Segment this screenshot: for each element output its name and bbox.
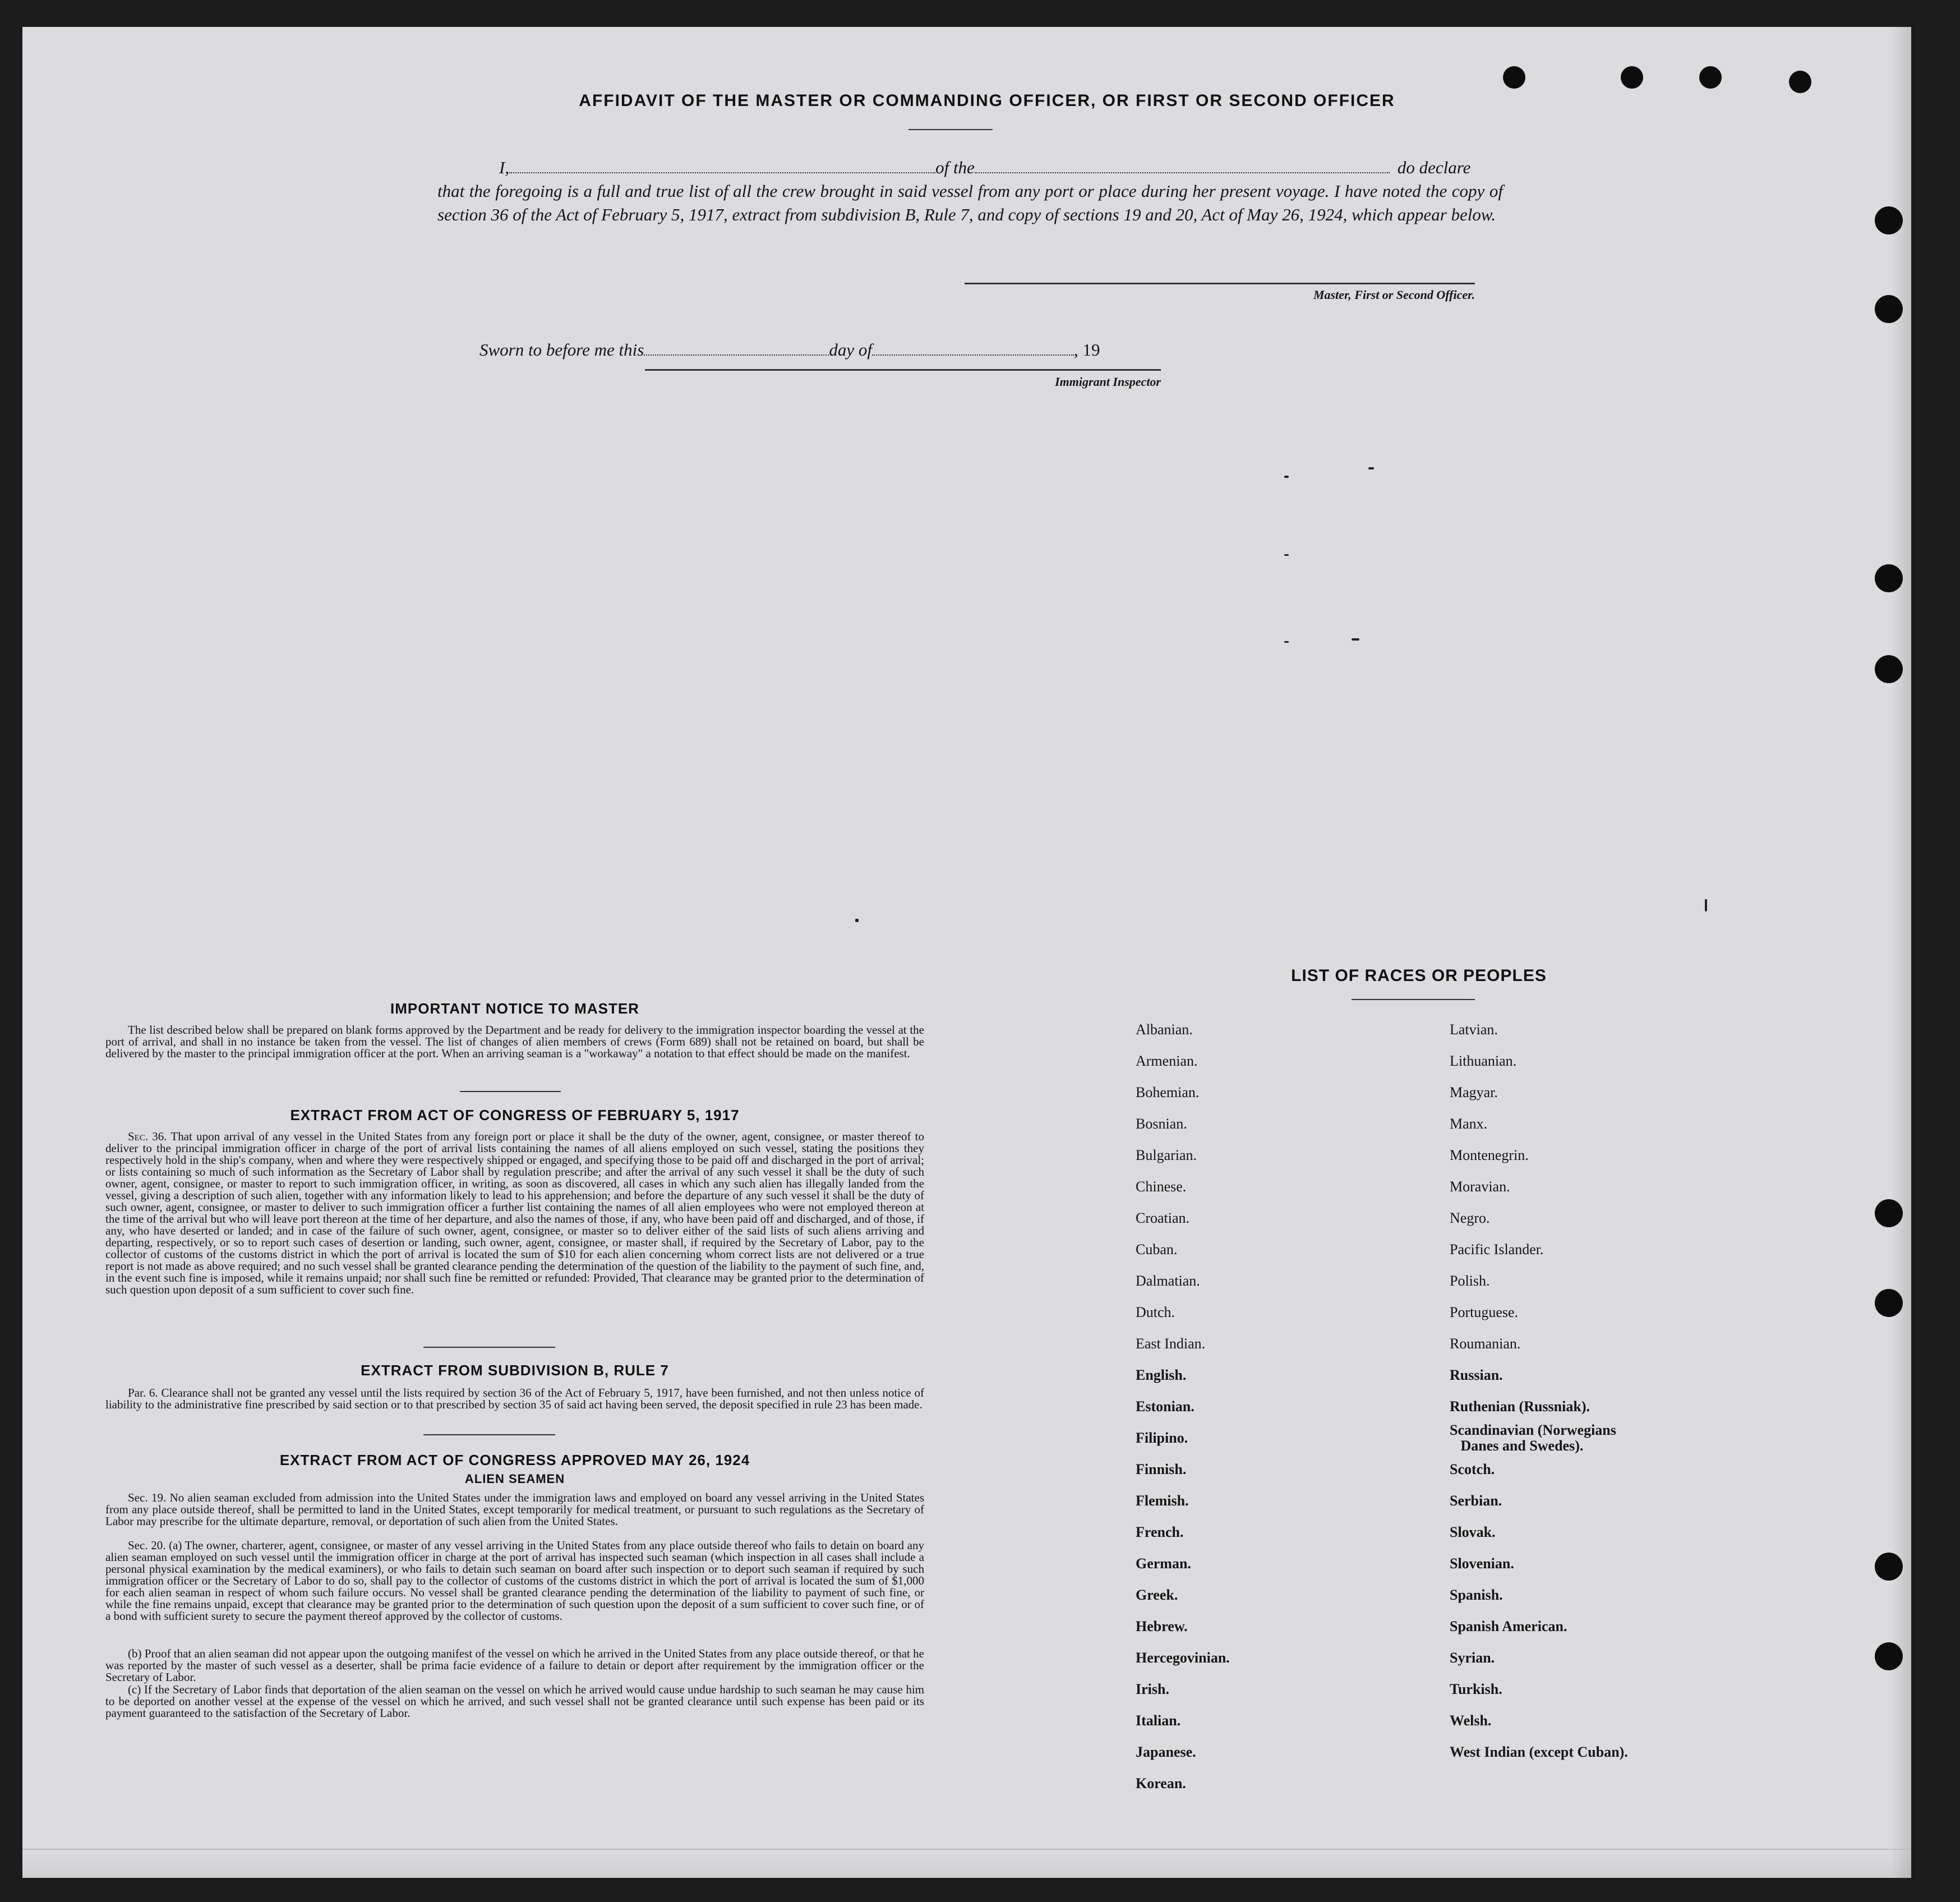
race-item: Pacific Islander. [1450, 1241, 1544, 1258]
punch-hole [1789, 71, 1811, 93]
speck [1705, 899, 1707, 911]
punch-hole [1503, 66, 1525, 89]
vessel-prefix: of the [935, 158, 975, 177]
races-left-column [1136, 1014, 1416, 1799]
sec-20a-text: Sec. 20. (a) The owner, charterer, agent, consignee, or master of any vessel arriving in the United States from any place outside thereof who fails to detain on board any alien seaman employed on such vessel until the immigration officer in charge at the port of arrival has inspected such seaman (which inspection in all cases shall include a personal physical examination by the medical examiners), or who fails to detain such seaman on board after such inspection or to deport such seaman if required by such immigration officer or the Secretary of Labor to do so, shall pay to the collector of customs of the customs district in which the port of arrival is located the sum of $1,000 for each alien seaman in respect of whom such failure occurs. No vessel shall be granted clearance pending the determination of the liability to payment of such fine, or while the fine remains unpaid, except that clearance may be granted prior to the determination of such question upon the deposit of a sum sufficient to cover such fine, or of a bond with sufficient surety to secure the payment thereof approved by the collector of customs. [105, 1539, 924, 1623]
race-item: Ruthenian (Russniak). [1450, 1398, 1590, 1415]
sec-36-text: That upon arrival of any vessel in the United States from any foreign port or place it shall be the duty of the owner, agent, consignee, or master thereof to deliver to the principal immigration officer in charge of the port of arrival lists containing the names of all aliens employed on such vessel, stating the positions they respectively hold in the ship's company, when and where they were respectively shipped or engaged, and specifying those to be paid off and discharged in the port of arrival; or lists containing so much of such information as the Secretary of Labor shall by regulation prescribe; and after the arrival of any such vessel it shall be the duty of such owner, agent, consignee, or master to report to such immigration officer, in writing, as soon as discovered, all cases in which any such alien has illegally landed from the vessel, giving a description of such alien, together with any information likely to lead to his apprehension; and before the departure of any such vessel it shall be the duty of such owner, agent, consignee, or master to deliver to such immigration officer a further list containing the names of all alien employees who were not employed thereon at the time of the arrival but who will leave port thereon at the time of her departure, and also the names of those, if any, who have been paid off and discharged, and of those, if any, who have deserted or landed; and in case of the failure of such owner, agent, consignee, or master so to deliver either of the said lists of such aliens arriving and departing, respectively, or so to report such cases of desertion or landing, such owner, agent, consignee, or master shall, if required by the Secretary of Labor, pay to the collector of customs of the customs district in which the port of arrival is located the sum of $10 for each alien concerning whom correct lists are not delivered or a true report is not made as above required; and no such vessel shall be granted clearance pending the determination of the question of the liability to the payment of such fine, and, in the event such fine is imposed, while it remains unpaid; nor shall such fine be remitted or refunded: Provided, That clearance may be granted prior to the determination of such question upon deposit of a sum sufficient to cover such fine. [105, 1130, 924, 1296]
race-item: Bosnian. [1136, 1116, 1187, 1132]
race-item: Syrian. [1450, 1650, 1495, 1666]
race-item: Irish. [1136, 1681, 1169, 1697]
race-item: Roumanian. [1450, 1335, 1521, 1352]
race-item: Finnish. [1136, 1461, 1187, 1477]
section-divider [423, 1434, 555, 1435]
extract-1924-title: EXTRACT FROM ACT OF CONGRESS APPROVED MAY 26, 1924 [279, 1452, 750, 1468]
race-item: Spanish. [1450, 1587, 1503, 1603]
race-item: East Indian. [1136, 1335, 1206, 1352]
sworn-day-of: day of [829, 340, 872, 360]
affidavit-title: AFFIDAVIT OF THE MASTER OR COMMANDING OFFICER, OR FIRST OR SECOND OFFICER [579, 91, 1395, 110]
page-edge-shadow [1891, 27, 1911, 1878]
race-item: Turkish. [1450, 1681, 1502, 1697]
race-item: Scotch. [1450, 1461, 1495, 1477]
extract-1917-text [105, 1131, 924, 1296]
race-item: Flemish. [1136, 1493, 1189, 1509]
speck [1284, 476, 1289, 478]
sworn-line [479, 340, 1100, 360]
punch-hole [1699, 66, 1722, 89]
race-item: German. [1136, 1555, 1191, 1572]
sworn-year: , 19 [1073, 340, 1100, 360]
race-item: Chinese. [1136, 1178, 1187, 1195]
notice-title: IMPORTANT NOTICE TO MASTER [390, 1000, 639, 1017]
race-item: Cuban. [1136, 1241, 1178, 1258]
race-item: Spanish American. [1450, 1618, 1567, 1634]
section-divider [460, 1091, 561, 1092]
sec-20b-text: (b) Proof that an alien seaman did not appear upon the outgoing manifest of the vessel on which he arrived in the United States from any place outside thereof, or that he was reported by the master of such vessel as a deserter, shall be prima facie evidence of a failure to detain or deport after requirement by the immigration officer or the Secretary of Labor. [105, 1647, 924, 1684]
speck [1284, 554, 1289, 556]
rule-7-text: Par. 6. Clearance shall not be granted any vessel until the lists required by section 36 of the Act of February 5, 1917, have been furnished, and not then unless notice of liability to the administrative fine prescribed by said section or to that prescribed by section 35 of said act having been served, the deposit specified in rule 23 has been made. [105, 1386, 924, 1411]
extract-1917-title: EXTRACT FROM ACT OF CONGRESS OF FEBRUARY 5, 1917 [290, 1107, 740, 1123]
race-item: English. [1136, 1367, 1187, 1383]
sec-19-text: Sec. 19. No alien seaman excluded from admission into the United States under the immigration laws and employed on board any vessel arriving in the United States from any place outside thereof, shall be permitted to land in the United States, except temporarily for medical treatment, or pursuant to such regulations as the Secretary of Labor may prescribe for the ultimate departure, removal, or deportation of such alien from the United States. [105, 1491, 924, 1528]
race-item: Montenegrin. [1450, 1147, 1529, 1163]
races-right-column [1450, 1014, 1786, 1768]
race-item: Scandinavian (Norwegians Danes and Swedes). [1450, 1422, 1616, 1454]
race-item: Hebrew. [1136, 1618, 1188, 1634]
race-item: Bohemian. [1136, 1084, 1200, 1100]
inspector-signature-line[interactable] [645, 369, 1161, 371]
sworn-prefix: Sworn to before me this [479, 340, 644, 360]
race-item: Bulgarian. [1136, 1147, 1197, 1163]
race-item: Russian. [1450, 1367, 1503, 1383]
affidavit-declaration [437, 156, 1503, 227]
race-item: Japanese. [1136, 1744, 1196, 1760]
sworn-month-field[interactable] [872, 340, 1074, 356]
inspector-caption: Immigrant Inspector [1055, 375, 1161, 389]
title-underline [908, 129, 993, 130]
sec-36-label: Sec. 36. [128, 1130, 167, 1143]
race-item: Dalmatian. [1136, 1273, 1200, 1289]
alien-seamen-subtitle: ALIEN SEAMEN [464, 1472, 565, 1486]
race-item: Italian. [1136, 1712, 1181, 1729]
race-item: Welsh. [1450, 1712, 1492, 1729]
speck [855, 919, 859, 922]
signature-line[interactable] [965, 283, 1475, 284]
declarant-prefix: I, [499, 158, 510, 177]
race-item: Slovak. [1450, 1524, 1496, 1540]
signature-caption: Master, First or Second Officer. [1313, 288, 1475, 302]
declaration-body: that the foregoing is a full and true list of all the crew brought in said vessel from any port or place during her present voyage. I have noted the copy of section 36 of the Act of February 5, 1917, extract from subdivision B, Rule 7, and copy of sections 19 and 20, Act of May 26, 1924, which appear below. [437, 181, 1503, 224]
race-item: Portuguese. [1450, 1304, 1519, 1320]
race-item: Croatian. [1136, 1210, 1190, 1226]
section-divider [423, 1347, 555, 1348]
form-sheet [22, 27, 1911, 1878]
race-item: French. [1136, 1524, 1184, 1540]
race-item: Serbian. [1450, 1493, 1502, 1509]
race-item: Armenian. [1136, 1053, 1198, 1069]
speck [1352, 638, 1359, 641]
races-title-underline [1352, 999, 1475, 1000]
race-item: Estonian. [1136, 1398, 1195, 1415]
race-item: Moravian. [1450, 1178, 1510, 1195]
race-item: Dutch. [1136, 1304, 1175, 1320]
race-item: Lithuanian. [1450, 1053, 1517, 1069]
race-item: Korean. [1136, 1775, 1186, 1792]
race-item: Latvian. [1450, 1021, 1498, 1038]
speck [1368, 467, 1374, 469]
race-item: Magyar. [1450, 1084, 1498, 1100]
race-item: Polish. [1450, 1273, 1490, 1289]
punch-hole [1621, 66, 1643, 89]
race-item: West Indian (except Cuban). [1450, 1744, 1628, 1760]
declarant-name-field[interactable] [509, 158, 935, 173]
races-title: LIST OF RACES OR PEOPLES [1291, 966, 1547, 985]
race-item: Greek. [1136, 1587, 1178, 1603]
sec-20c-text: (c) If the Secretary of Labor finds that deportation of the alien seaman on the vessel on which he arrived would cause undue hardship to such seaman he may cause him to be deported on another vessel at the expense of the vessel on which he arrived, and such vessel shall not be granted clearance until such expense has been paid or its payment guaranteed to the satisfaction of the Secretary of Labor. [105, 1683, 924, 1720]
notice-text: The list described below shall be prepared on blank forms approved by the Department and be ready for delivery to the immigration inspector boarding the vessel at the port of arrival, and shall in no instance be taken from the vessel. The list of changes of alien members of crews (Form 689) shall not be retained on board, but shall be delivered by the master to the principal immigration officer at the port. When an arriving seaman is a "workaway" a notation to that effect should be made on the manifest. [105, 1023, 924, 1060]
declaration-first-line [437, 156, 1503, 179]
race-item: Negro. [1450, 1210, 1490, 1226]
race-item: Albanian. [1136, 1021, 1193, 1038]
race-item: Slovenian. [1450, 1555, 1514, 1572]
speck [1284, 641, 1289, 643]
sworn-day-field[interactable] [644, 340, 829, 356]
vessel-name-field[interactable] [975, 158, 1390, 173]
race-item: Manx. [1450, 1116, 1488, 1132]
race-item: Filipino. [1136, 1430, 1188, 1446]
race-item: Hercegovinian. [1136, 1650, 1230, 1666]
declare-suffix: do declare [1397, 158, 1471, 177]
bottom-fold [22, 1849, 1911, 1878]
rule-7-title: EXTRACT FROM SUBDIVISION B, RULE 7 [361, 1362, 669, 1379]
